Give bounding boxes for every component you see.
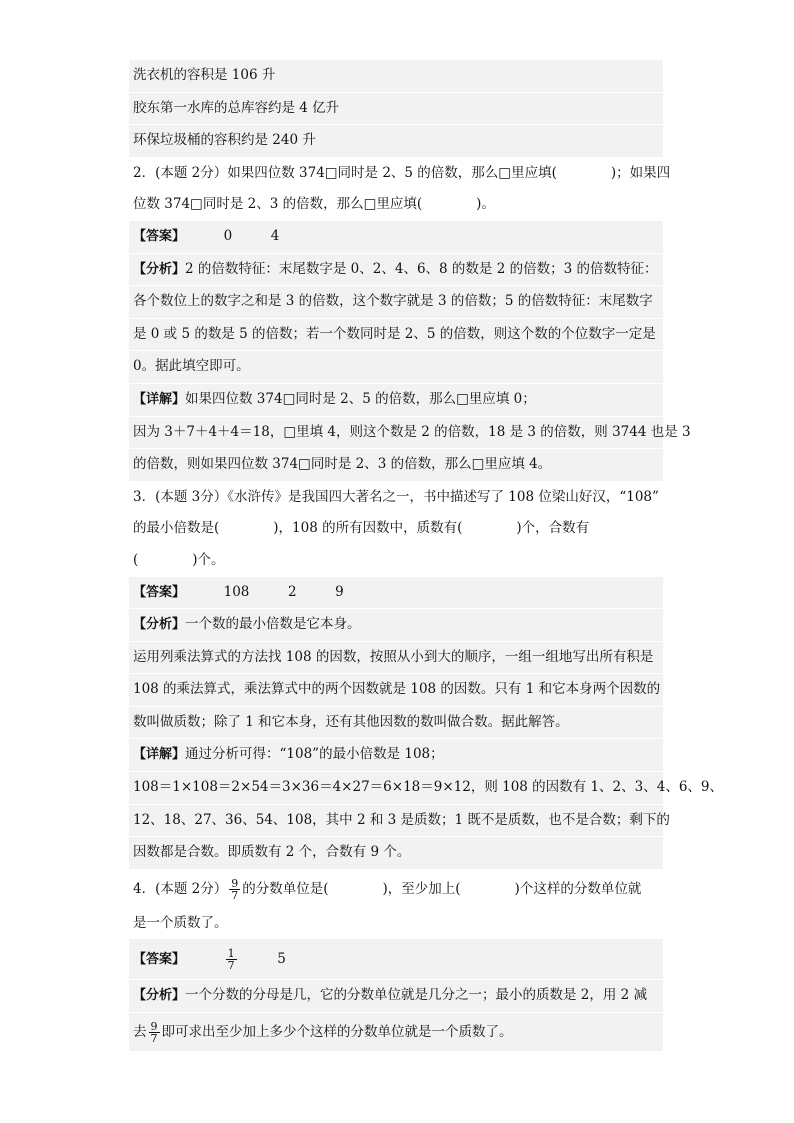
detail-label: 【详解】 bbox=[133, 391, 186, 407]
analysis-text: 即可求出至少加上多少个这样的分数单位就是一个质数了。 bbox=[161, 1024, 513, 1041]
detail-line bbox=[129, 805, 670, 838]
analysis-label: 【分析】 bbox=[133, 988, 186, 1004]
answer-label: 【答案】 bbox=[133, 228, 186, 244]
analysis-line bbox=[129, 286, 663, 319]
line-text: 胶东第一水库的总库容约是 4 亿升 bbox=[133, 99, 340, 116]
detail-text: 的倍数，则如果四位数 374□同时是 2、3 的倍数，那么□里应填 4。 bbox=[133, 456, 552, 473]
document-content bbox=[129, 60, 724, 1051]
line-text: 洗衣机的容积是 106 升 bbox=[133, 67, 276, 83]
question-2-line bbox=[129, 189, 663, 221]
question-text: 位数 374□同时是 2、3 的倍数，那么□里应填( )。 bbox=[133, 196, 495, 213]
analysis-text: 运用列乘法算式的方法找 108 的因数，按照从小到大的顺序，一组一组地写出所有积是 bbox=[133, 648, 654, 665]
question-text: 3．(本题 3分）《水浒传》是我国四大著名之一，书中描述写了 108 位梁山好汉，“108” bbox=[133, 488, 659, 505]
analysis-label: 【分析】 bbox=[133, 261, 186, 277]
answer-value: 9 bbox=[335, 583, 344, 600]
answer-value: 5 bbox=[277, 951, 286, 968]
question-4-line bbox=[129, 870, 663, 908]
answer-value: 4 bbox=[270, 227, 280, 244]
detail-text: 108＝1×108＝2×54＝3×36＝4×27＝6×18＝9×12，则 108 的因数有 1、2、3、4、6、9、 bbox=[133, 779, 724, 796]
analysis-line bbox=[129, 254, 663, 287]
analysis-line bbox=[129, 674, 663, 707]
analysis-text: 去 bbox=[133, 1024, 147, 1041]
answer-fraction bbox=[226, 948, 237, 971]
text-line bbox=[129, 93, 663, 126]
fraction bbox=[149, 1021, 160, 1044]
analysis-text: 是 0 或 5 的数是 5 的倍数；若一个数同时是 2、5 的倍数，则这个数的个位数字一定是 bbox=[133, 325, 656, 342]
fraction-denominator: 7 bbox=[150, 1032, 158, 1046]
detail-line bbox=[129, 417, 691, 450]
detail-text: 通过分析可得：“108”的最小倍数是 108； bbox=[185, 746, 444, 763]
question-2-line bbox=[129, 158, 671, 190]
fraction-denominator: 7 bbox=[227, 959, 235, 973]
detail-line bbox=[129, 449, 663, 482]
fraction-numerator: 9 bbox=[231, 876, 239, 890]
answer-label: 【答案】 bbox=[133, 952, 186, 968]
analysis-line bbox=[129, 642, 663, 675]
answer-line bbox=[129, 577, 663, 610]
fraction-denominator: 7 bbox=[231, 888, 239, 902]
question-3-line bbox=[129, 513, 663, 545]
analysis-line bbox=[129, 319, 663, 352]
fraction bbox=[229, 878, 240, 901]
answer-value: 0 bbox=[223, 227, 233, 244]
question-text: 的分数单位是( )，至少加上( )个这样的分数单位就 bbox=[242, 880, 642, 897]
analysis-text: 一个数的最小倍数是它本身。 bbox=[185, 616, 361, 633]
detail-text: 如果四位数 374□同时是 2、5 的倍数，那么□里应填 0； bbox=[185, 390, 536, 407]
fraction-numerator: 1 bbox=[227, 947, 235, 961]
fraction-numerator: 9 bbox=[150, 1020, 158, 1034]
detail-label: 【详解】 bbox=[133, 747, 186, 763]
analysis-text: 0。据此填空即可。 bbox=[133, 358, 250, 375]
question-3-line bbox=[129, 545, 663, 577]
analysis-text: 一个分数的分母是几，它的分数单位就是几分之一；最小的质数是 2，用 2 减 bbox=[185, 987, 648, 1004]
question-text: 是一个质数了。 bbox=[133, 914, 228, 931]
text-line bbox=[129, 125, 663, 158]
question-text: ( )个。 bbox=[133, 551, 225, 568]
answer-line bbox=[129, 939, 663, 980]
text-line bbox=[129, 60, 663, 93]
analysis-line bbox=[129, 980, 663, 1013]
analysis-label: 【分析】 bbox=[133, 617, 186, 633]
question-text: 的最小倍数是( )，108 的所有因数中，质数有( )个，合数有 bbox=[133, 520, 590, 537]
analysis-text: 数叫做质数；除了 1 和它本身，还有其他因数的数叫做合数。据此解答。 bbox=[133, 713, 569, 730]
analysis-line bbox=[129, 609, 663, 642]
analysis-line bbox=[129, 351, 663, 384]
answer-value: 108 bbox=[223, 583, 250, 600]
analysis-text: 各个数位上的数字之和是 3 的倍数，这个数字就是 3 的倍数；5 的倍数特征：末尾数字 bbox=[133, 293, 653, 310]
question-3-line bbox=[129, 482, 663, 514]
detail-line bbox=[129, 837, 663, 870]
detail-text: 因数都是合数。即质数有 2 个，合数有 9 个。 bbox=[133, 844, 411, 861]
detail-line bbox=[129, 739, 663, 772]
answer-value: 2 bbox=[287, 583, 297, 600]
question-text: 4．(本题 2分） bbox=[133, 880, 228, 897]
detail-line bbox=[129, 384, 663, 417]
analysis-text: 108 的乘法算式，乘法算式中的两个因数就是 108 的因数。只有 1 和它本身两个因数的 bbox=[133, 681, 661, 698]
analysis-line bbox=[129, 707, 663, 740]
detail-text: 12、18、27、36、54、108，其中 2 和 3 是质数；1 既不是质数，也不是合数；剩下的 bbox=[133, 811, 670, 828]
line-text: 环保垃圾桶的容积约是 240 升 bbox=[133, 132, 316, 149]
answer-line bbox=[129, 221, 663, 254]
question-4-line bbox=[129, 908, 663, 940]
detail-text: 因为 3＋7＋4＋4＝18，□里填 4，则这个数是 2 的倍数，18 是 3 的倍数，则 3744 也是 3 bbox=[133, 423, 691, 440]
answer-label: 【答案】 bbox=[133, 584, 186, 600]
detail-line bbox=[129, 772, 724, 805]
analysis-line bbox=[129, 1013, 663, 1051]
analysis-text: 2 的倍数特征：末尾数字是 0、2、4、6、8 的数是 2 的倍数；3 的倍数特征： bbox=[185, 260, 658, 277]
question-text: 2．(本题 2分）如果四位数 374□同时是 2、5 的倍数，那么□里应填( )；如果四 bbox=[133, 164, 671, 181]
